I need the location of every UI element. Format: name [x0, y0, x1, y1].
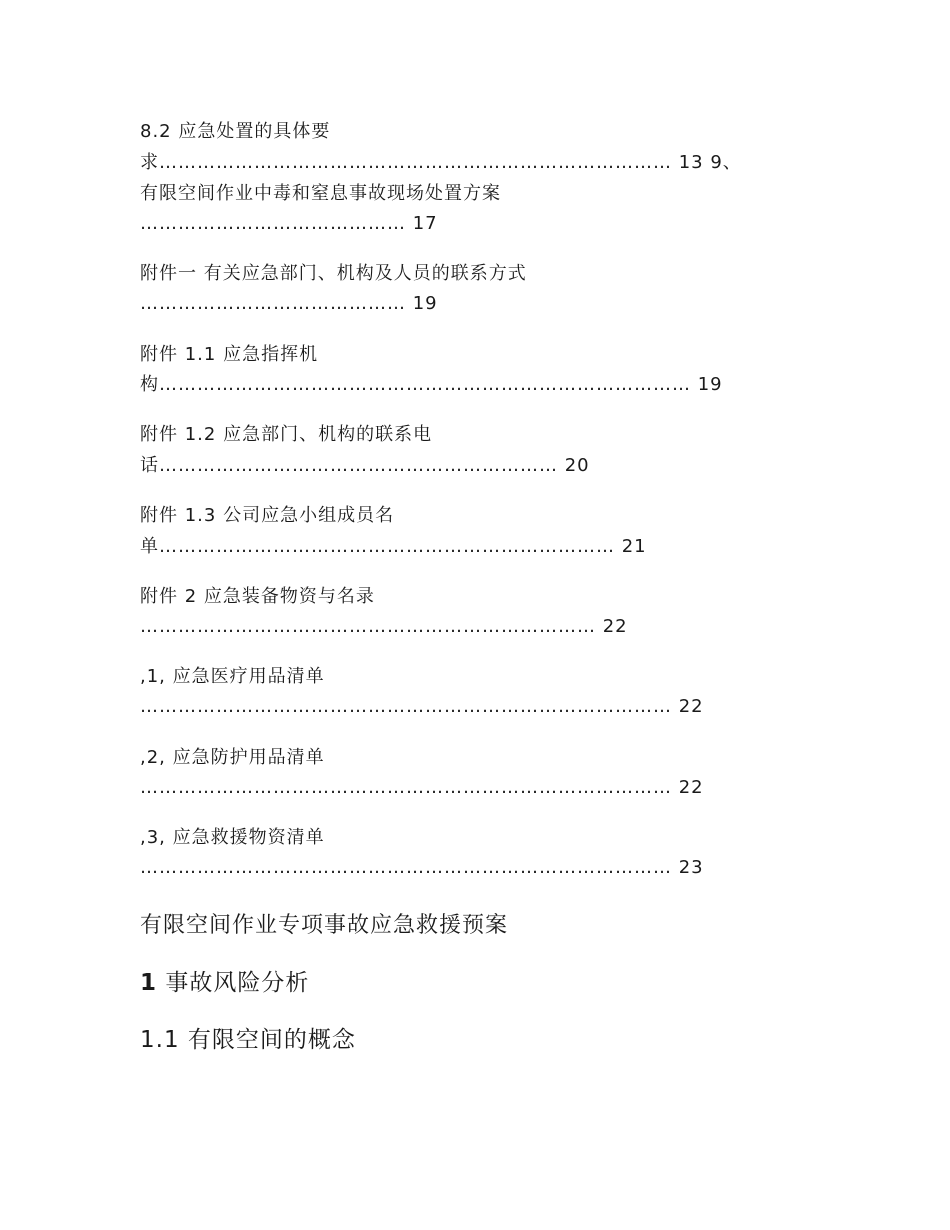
toc-entry-line: 附件 1.1 应急指挥机: [140, 344, 319, 365]
toc-entry-leader: …………………………………… 19: [140, 293, 438, 314]
toc-entry-leader: ………………………………………………………………………… 22: [140, 696, 704, 717]
toc-entry-leader: 单……………………………………………………………… 21: [140, 536, 647, 557]
toc-entry-leader: ……………………………………………………………… 22: [140, 616, 628, 637]
toc-entry-line: ,2, 应急防护用品清单: [140, 747, 325, 768]
toc-entry-line: 附件 2 应急装备物资与名录: [140, 586, 375, 607]
toc-entry-line: 有限空间作业中毒和窒息事故现场处置方案: [140, 183, 501, 204]
toc-entry-leader: ………………………………………………………………………… 22: [140, 777, 704, 798]
toc-entry-leader: 求……………………………………………………………………… 13 9、: [140, 152, 742, 173]
toc-entry-line: 附件一 有关应急部门、机构及人员的联系方式: [140, 263, 527, 284]
section-number: 1: [140, 970, 158, 996]
document-title: 有限空间作业专项事故应急救援预案: [140, 913, 509, 938]
section-title: 事故风险分析: [157, 970, 310, 996]
toc-entry-line: 附件 1.2 应急部门、机构的联系电: [140, 424, 433, 445]
toc-entry-line: 8.2 应急处置的具体要: [140, 121, 331, 142]
subsection-heading: 1.1 有限空间的概念: [140, 1027, 356, 1053]
toc-entry-leader: 构………………………………………………………………………… 19: [140, 374, 723, 395]
toc-entry-line: ,3, 应急救援物资清单: [140, 827, 325, 848]
toc-entry-leader: …………………………………… 17: [140, 213, 438, 234]
toc-entry-leader: ………………………………………………………………………… 23: [140, 857, 704, 878]
section-heading: [140, 964, 309, 997]
toc-entry-leader: 话……………………………………………………… 20: [140, 455, 590, 476]
toc-entry-line: 附件 1.3 公司应急小组成员名: [140, 505, 395, 526]
toc-entry-line: ,1, 应急医疗用品清单: [140, 666, 325, 687]
